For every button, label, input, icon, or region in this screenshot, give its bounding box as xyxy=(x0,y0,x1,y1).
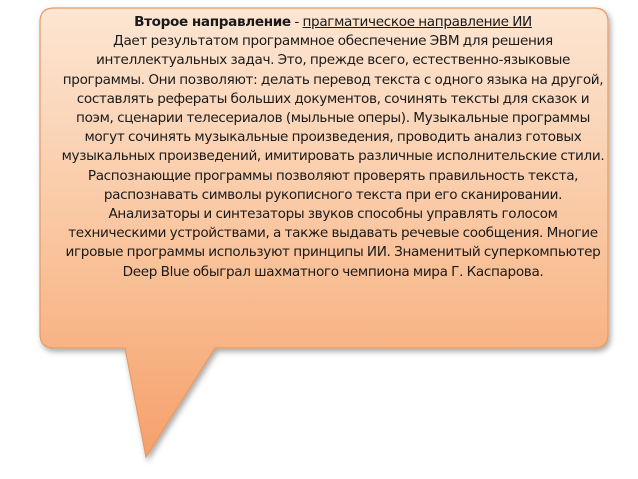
heading-topic: прагматическое направление ИИ xyxy=(302,14,532,30)
heading-label: Второе направление xyxy=(134,14,291,30)
body-text: Дает результатом программное обеспечение ЭВМ для решения интеллектуальных задач. Это, прежде всего, естественно-языковые программы. Они позволяют: делать перевод текста с одного языка на другой, составлять рефераты больших документов, сочинять тексты для сказок и поэм, сценарии телесериалов (мыльные оперы). Музыкальные программы могут сочинять музыкальные произведения, проводить анализ готовых музыкальных произведений, имитировать различные исполнительские стили. Распознающие программы позволяют проверять правильность текста, распознавать символы рукописного текста при его сканировании. Анализаторы и синтезаторы звуков способны управлять голосом техническими устройствами, а также выдавать речевые сообщения. Многие игровые программы используют принципы ИИ. Знаменитый суперкомпьютер Deep Blue обыграл шахматного чемпиона мира Г. Каспарова. xyxy=(61,33,605,280)
heading-separator: - xyxy=(290,14,303,30)
slide-text xyxy=(58,13,608,282)
